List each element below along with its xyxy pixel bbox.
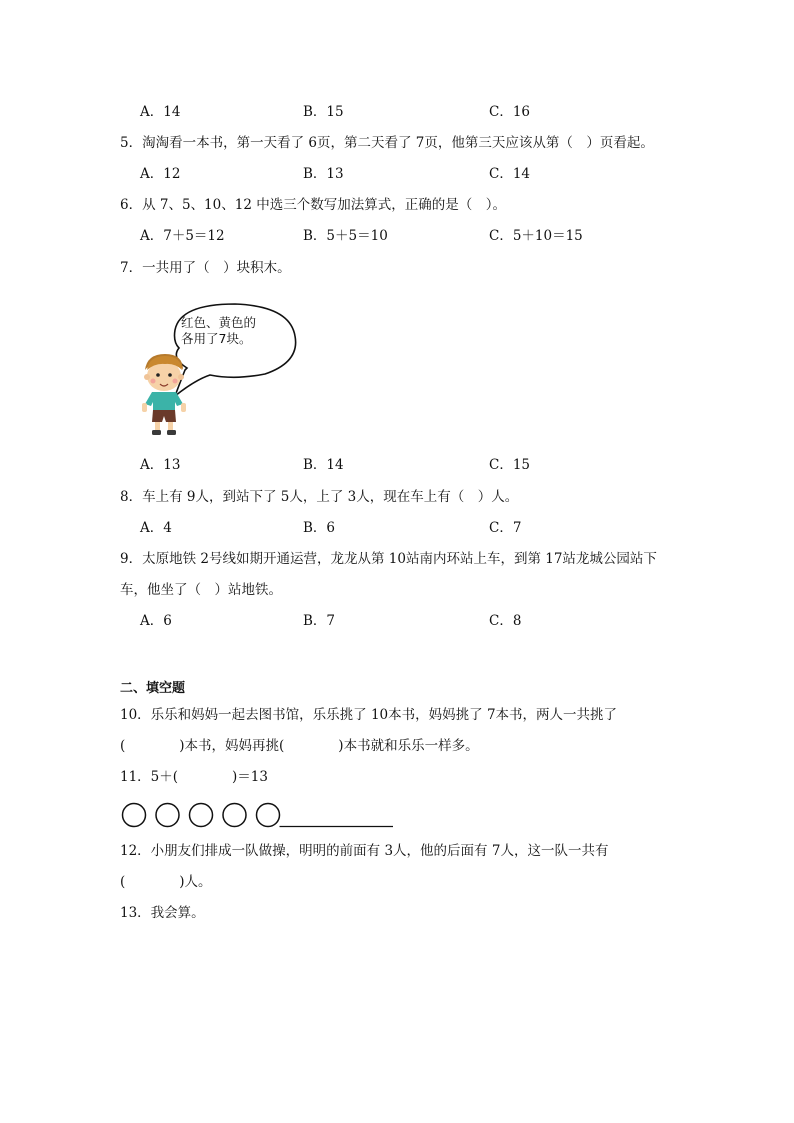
q9-option-c[interactable]: C．8 [489,613,522,629]
q4-option-b[interactable]: B．15 [303,104,344,120]
q7-option-b[interactable]: B．14 [303,457,344,473]
q10-question-line1: 10．乐乐和妈妈一起去图书馆，乐乐挑了 10本书，妈妈挑了 7本书，两人一共挑了 [120,707,618,723]
q13-question: 13．我会算。 [120,905,205,921]
bubble-text-line2: 各用了7块。 [181,331,252,346]
q11-circle [257,804,280,827]
q6-question: 6．从 7、5、10、12 中选三个数写加法算式，正确的是（ ）。 [120,197,506,213]
q11-circles-row [120,801,400,829]
q7-option-c[interactable]: C．15 [489,457,531,473]
q5-question: 5．淘淘看一本书，第一天看了 6页，第二天看了 7页，他第三天应该从第（ ）页看起。 [120,135,654,151]
q6-option-a[interactable]: A．7＋5＝12 [140,228,225,244]
q7-option-a[interactable]: A．13 [140,457,181,473]
q11-circle [123,804,146,827]
q8-question: 8．车上有 9人，到站下了 5人，上了 3人，现在车上有（ ）人。 [120,489,519,505]
q7-question: 7．一共用了（ ）块积木。 [120,260,291,276]
q9-question-line2: 车，他坐了（ ）站地铁。 [120,582,282,598]
section-title-fill-in: 二、填空题 [120,681,186,696]
q11-circle [190,804,213,827]
q5-option-b[interactable]: B．13 [303,166,344,182]
q8-option-b[interactable]: B．6 [303,520,336,536]
q9-option-a[interactable]: A．6 [140,613,172,629]
q12-question-line1: 12．小朋友们排成一队做操，明明的前面有 3人，他的后面有 7人，这一队一共有 [120,843,609,859]
q12-question-line2[interactable]: ( )人。 [120,874,212,890]
q4-option-c[interactable]: C．16 [489,104,531,120]
bubble-text-line1: 红色、黄色的 [181,315,257,330]
q11-circle [156,804,179,827]
q8-option-c[interactable]: C．7 [489,520,522,536]
q8-option-a[interactable]: A．4 [140,520,172,536]
q11-question[interactable]: 11．5＋( )＝13 [120,769,268,785]
q5-option-c[interactable]: C．14 [489,166,531,182]
q6-option-c[interactable]: C．5＋10＝15 [489,228,583,244]
q11-circle [223,804,246,827]
q5-option-a[interactable]: A．12 [140,166,181,182]
q10-question-line2[interactable]: ( )本书，妈妈再挑( )本书就和乐乐一样多。 [120,738,479,754]
q9-question-line1: 9．太原地铁 2号线如期开通运营，龙龙从第 10站南内环站上车，到第 17站龙城公园站下 [120,551,657,567]
q6-option-b[interactable]: B．5＋5＝10 [303,228,388,244]
q4-option-a[interactable]: A．14 [140,104,181,120]
q9-option-b[interactable]: B．7 [303,613,336,629]
